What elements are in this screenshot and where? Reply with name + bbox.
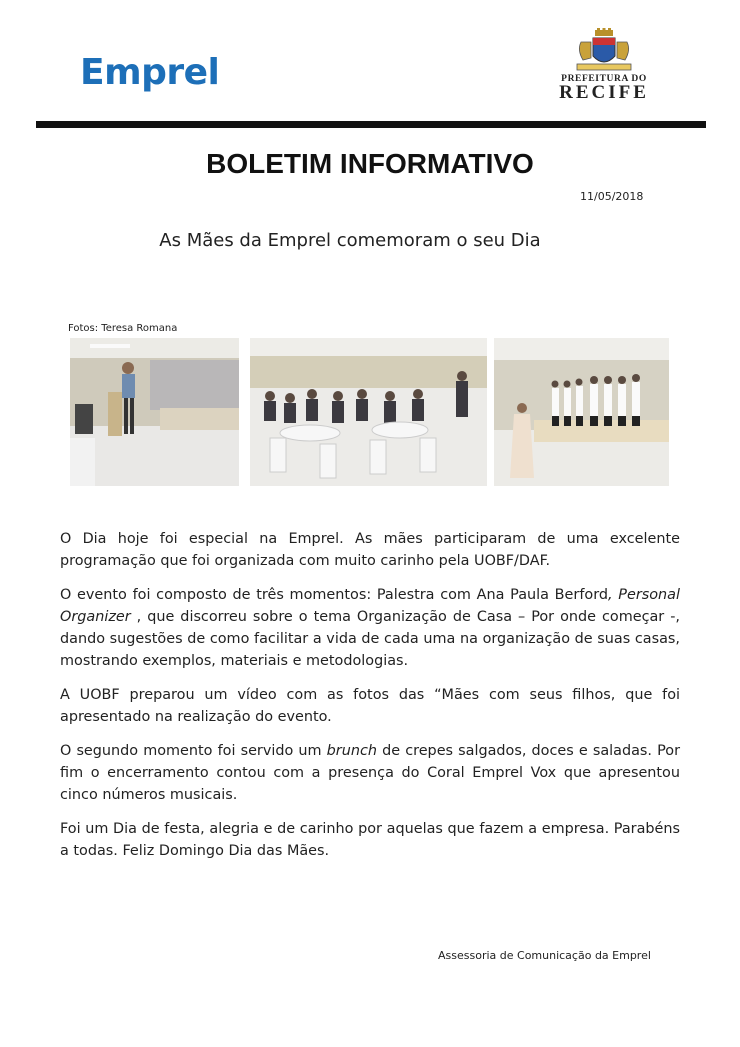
crest-line-1: PREFEITURA DO (561, 74, 647, 84)
publication-date: 11/05/2018 (580, 190, 644, 203)
crest-line-2: RECIFE (559, 82, 649, 103)
photo-speaker (70, 338, 239, 486)
header-divider (36, 121, 706, 128)
prefeitura-recife-crest (548, 28, 660, 108)
footer-signature: Assessoria de Comunicação da Emprel (438, 949, 651, 962)
photo-audience (250, 338, 487, 486)
paragraph-5: Foi um Dia de festa, alegria e de carinho por aquelas que fazem a empresa. Parabéns a todas. Feliz Domingo Dia das Mães. (60, 821, 680, 859)
article-headline: As Mães da Emprel comemoram o seu Dia (159, 230, 541, 251)
paragraph-3: A UOBF preparou um vídeo com as fotos das “Mães com seus filhos, que foi apresentado na realização do evento. (60, 687, 680, 725)
paragraph-4: O segundo momento foi servido um brunch de crepes salgados, doces e saladas. Por fim o encerramento contou com a presença do Coral Emprel Vox que apresentou cinco números musicais. (60, 743, 680, 803)
paragraph-2: O evento foi composto de três momentos: Palestra com Ana Paula Berford, Personal Organizer , que discorreu sobre o tema Organização de Casa – Por onde começar -, dando sugestões de como facilitar a vida de cada uma na organização de suas casas, mostrando exemplos, materiais e metodologias. (60, 587, 680, 669)
photo-caption: Fotos: Teresa Romana (68, 323, 178, 334)
coat-of-arms-icon (573, 28, 635, 72)
paragraph-1: O Dia hoje foi especial na Emprel. As mães participaram de uma excelente programação que foi organizada com muito carinho pela UOBF/DAF. (60, 531, 680, 569)
article-body (60, 528, 680, 874)
photo-choir (494, 338, 669, 486)
page-title: BOLETIM INFORMATIVO (206, 148, 534, 179)
emprel-logo: Emprel (80, 52, 220, 93)
